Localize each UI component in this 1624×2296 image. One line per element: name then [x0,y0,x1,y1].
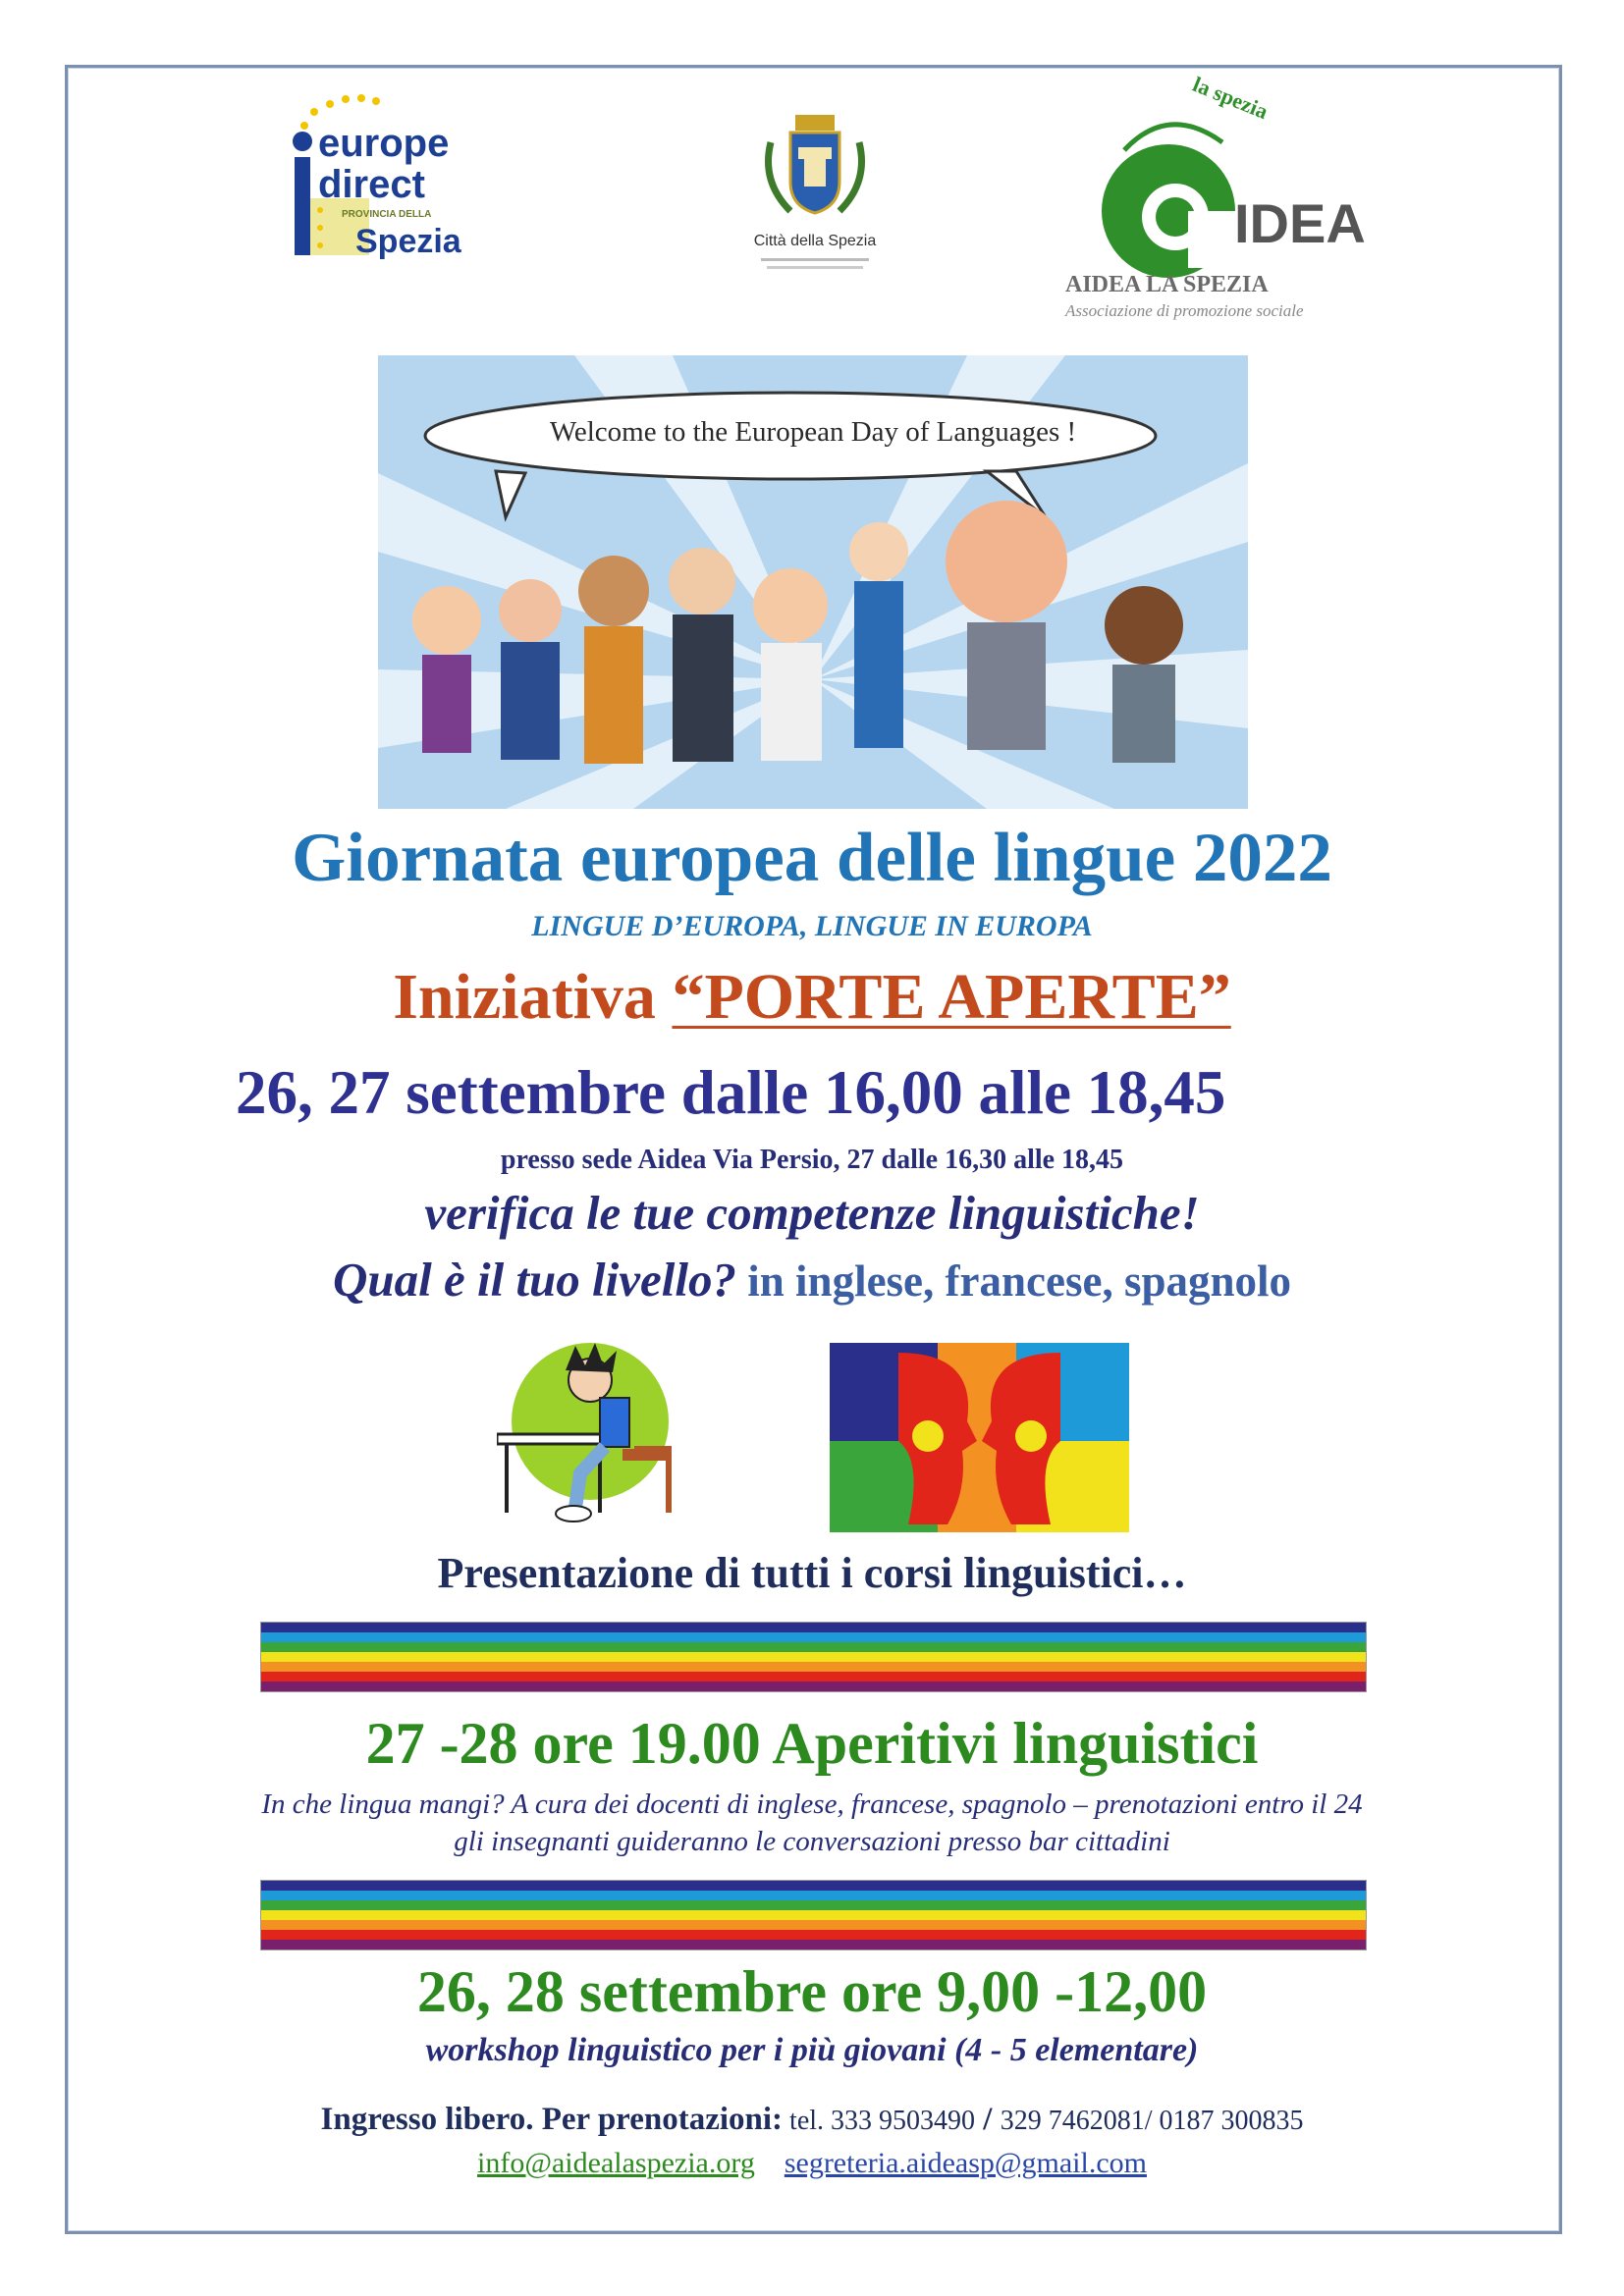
initiative-heading [65,960,1559,1035]
speech-bubble-text: Welcome to the European Day of Languages ! [549,416,1077,448]
europe-direct-small: PROVINCIA DELLA [342,209,432,220]
languages-day-banner [378,355,1248,809]
city-fineprint-2 [767,266,863,269]
europe-direct-line2: direct [318,163,425,206]
initiative-prefix: Iniziativa [393,961,673,1033]
email-line [65,2147,1559,2180]
city-name: Città della Spezia [753,233,877,249]
aidea-arc-text: la spezia [1189,71,1272,125]
crest-icon [741,103,889,231]
phone-2[interactable]: 329 7462081 [1000,2106,1145,2136]
aidea-logo [1065,71,1389,339]
student-at-desk-image [497,1341,693,1527]
faces-icon [830,1343,1129,1532]
email-link-segreteria[interactable]: segreteria.aideasp@gmail.com [784,2147,1147,2179]
phone-separator-1: / [975,2102,1001,2137]
level-question: Qual è il tuo livello? [332,1253,737,1307]
contact-lead: Ingresso libero. Per prenotazioni: [320,2102,784,2137]
workshop-description: workshop linguistico per i più giovani (4 - 5 elementare) [425,2032,1199,2068]
city-fineprint-1 [761,258,869,261]
email-link-info[interactable]: info@aidealaspezia.org [477,2147,755,2179]
aperitivi-note-2: gli insegnanti guideranno le conversazioni presso bar cittadini [454,1826,1170,1857]
rainbow-stripe-1 [260,1622,1367,1692]
europe-direct-line1: europe [318,122,450,165]
europe-direct-line3: Spezia [355,223,461,260]
europe-direct-logo [281,90,467,277]
phone-3[interactable]: 0187 300835 [1159,2106,1304,2136]
tel-label: tel. [783,2106,832,2136]
aidea-tagline: Associazione di promozione sociale [1065,301,1304,320]
workshop-date: 26, 28 settembre ore 9,00 -12,00 [416,1959,1208,2024]
aidea-name: AIDEA LA SPEZIA [1065,272,1269,297]
contact-line [65,2102,1559,2138]
aidea-mark: IDEA [1234,192,1366,254]
initiative-name: “PORTE APERTE” [672,961,1231,1033]
aperitivi-note-1: In che lingua mangi? A cura dei docenti di inglese, francese, spagnolo – prenotazioni entro il 24 [261,1789,1363,1820]
phone-separator-2: / [1144,2106,1160,2136]
courses-presentation: Presentazione di tutti i corsi linguistici… [437,1549,1187,1597]
level-languages: in inglese, francese, spagnolo [736,1256,1292,1306]
phone-1[interactable]: 333 9503490 [831,2106,976,2136]
city-crest-logo [741,103,889,290]
language-faces-logo [830,1343,1129,1532]
event-title: Giornata europea delle lingue 2022 [292,820,1332,896]
rainbow-stripe-2 [260,1880,1367,1950]
open-days-dates: 26, 27 settembre dalle 16,00 alle 18,45 [236,1058,1226,1127]
verify-line: verifica le tue competenze linguistiche! [424,1186,1200,1240]
cartoon-people [412,501,1183,764]
level-line [65,1252,1559,1308]
student-icon [497,1341,693,1527]
event-subtitle: LINGUE D’EUROPA, LINGUE IN EUROPA [531,910,1093,942]
aperitivi-title: 27 -28 ore 19.00 Aperitivi linguistici [365,1711,1259,1776]
location-line: presso sede Aidea Via Persio, 27 dalle 16,30 alle 18,45 [500,1145,1124,1175]
